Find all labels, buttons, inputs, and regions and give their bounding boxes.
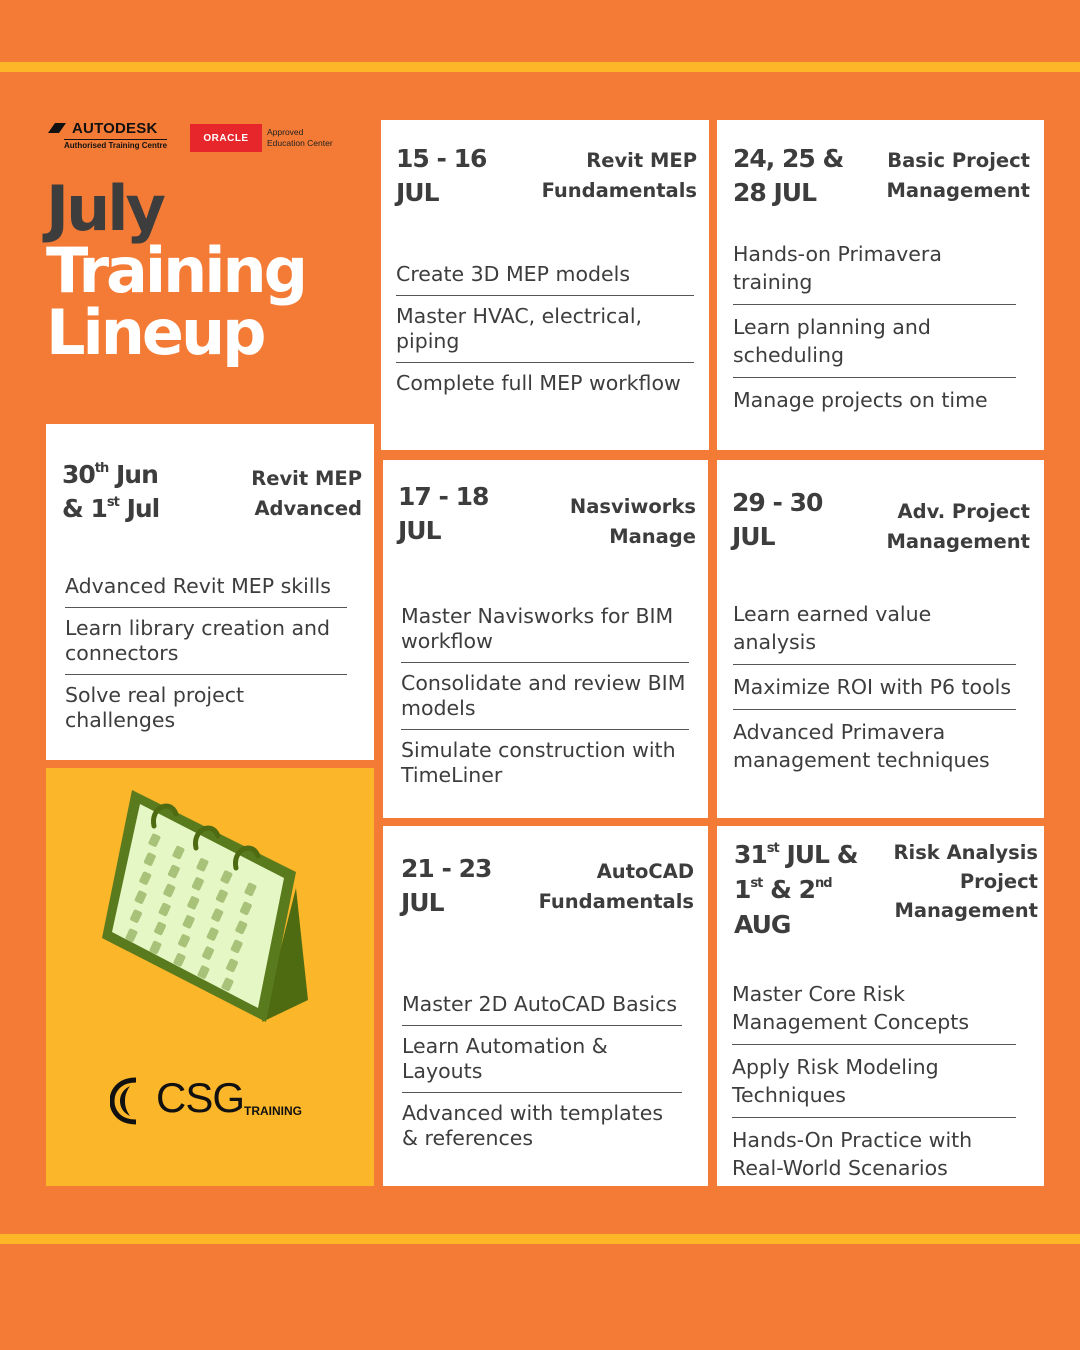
page-title	[46, 172, 306, 369]
calendar-icon	[46, 768, 374, 1028]
course-date: 31st JUL & 1st & 2nd AUG	[734, 840, 858, 939]
csg-mark-icon	[110, 1076, 154, 1126]
course-point: Manage projects on time	[733, 388, 988, 412]
course-card-adv-project-management	[717, 460, 1044, 818]
course-point: Learn planning and scheduling	[733, 313, 1016, 378]
course-card-revit-mep-advanced	[46, 424, 374, 760]
course-point: Maximize ROI with P6 tools	[733, 673, 1016, 710]
course-date: 24, 25 & 28 JUL	[733, 144, 844, 207]
course-title: Revit MEP Fundamentals	[541, 149, 697, 202]
course-point: Hands-on Primavera training	[733, 240, 1016, 305]
course-point: Hands-On Practice with Real-World Scenarios	[732, 1128, 973, 1180]
course-point: Master 2D AutoCAD Basics	[402, 992, 682, 1026]
oracle-sub-line-1: Approved	[267, 127, 304, 137]
course-points	[401, 604, 689, 804]
course-points	[65, 574, 347, 749]
course-title: AutoCAD Fundamentals	[538, 860, 694, 913]
course-point: Apply Risk Modeling Techniques	[732, 1053, 1016, 1118]
csg-name: CSG	[156, 1074, 245, 1121]
calendar-panel	[46, 768, 374, 1186]
autodesk-name: AUTODESK	[72, 120, 158, 137]
course-point: Advanced Primavera management techniques	[733, 720, 990, 772]
course-date: 30th Jun & 1st Jul	[62, 460, 160, 523]
course-points	[402, 992, 682, 1167]
course-points	[732, 980, 1016, 1198]
course-card-basic-project-management	[717, 120, 1044, 450]
csg-training-logo	[110, 1070, 310, 1130]
oracle-name: ORACLE	[203, 132, 249, 144]
course-points	[396, 262, 694, 412]
course-date: 21 - 23 JUL	[401, 854, 492, 917]
course-card-revit-mep-fundamentals	[381, 120, 709, 450]
course-points	[733, 600, 1016, 790]
title-line-3: Lineup	[46, 296, 264, 369]
oracle-subtitle	[267, 127, 357, 149]
course-card-navisworks-manage	[383, 460, 708, 818]
autodesk-mark-icon	[48, 123, 66, 133]
top-stripe	[0, 62, 1080, 72]
course-point: Master HVAC, electrical, piping	[396, 304, 694, 363]
course-point: Master Core Risk Management Concepts	[732, 980, 1016, 1045]
course-title: Nasviworks Manage	[569, 495, 696, 548]
course-title: Basic Project Management	[886, 149, 1030, 202]
course-point: Advanced with templates & references	[402, 1101, 664, 1150]
csg-subtitle: TRAINING	[244, 1104, 302, 1118]
course-title: Risk Analysis Project Management	[893, 841, 1038, 922]
course-date: 15 - 16 JUL	[396, 144, 487, 207]
course-point: Learn Automation & Layouts	[402, 1034, 682, 1093]
title-line-1: July	[46, 172, 163, 245]
course-title: Adv. Project Management	[886, 500, 1030, 553]
course-point: Master Navisworks for BIM workflow	[401, 604, 689, 663]
course-date: 17 - 18 JUL	[398, 482, 489, 545]
title-line-2: Training	[46, 234, 306, 307]
course-point: Create 3D MEP models	[396, 262, 694, 296]
course-card-risk-analysis-project-management	[717, 826, 1044, 1186]
oracle-sub-line-2: Education Center	[267, 138, 333, 148]
course-date: 29 - 30 JUL	[732, 488, 823, 551]
oracle-logo	[190, 124, 262, 152]
autodesk-subtitle: Authorised Training Centre	[64, 141, 168, 150]
course-card-autocad-fundamentals	[383, 826, 708, 1186]
partner-logos	[46, 120, 346, 160]
course-points	[733, 240, 1016, 430]
course-point: Learn library creation and connectors	[65, 616, 347, 675]
bottom-stripe	[0, 1234, 1080, 1244]
course-point: Solve real project challenges	[65, 683, 245, 732]
course-point: Simulate construction with TimeLiner	[401, 738, 676, 787]
course-title: Revit MEP Advanced	[251, 467, 362, 520]
course-point: Learn earned value analysis	[733, 600, 1016, 665]
course-point: Consolidate and review BIM models	[401, 671, 689, 730]
course-point: Complete full MEP workflow	[396, 371, 681, 395]
course-point: Advanced Revit MEP skills	[65, 574, 347, 608]
